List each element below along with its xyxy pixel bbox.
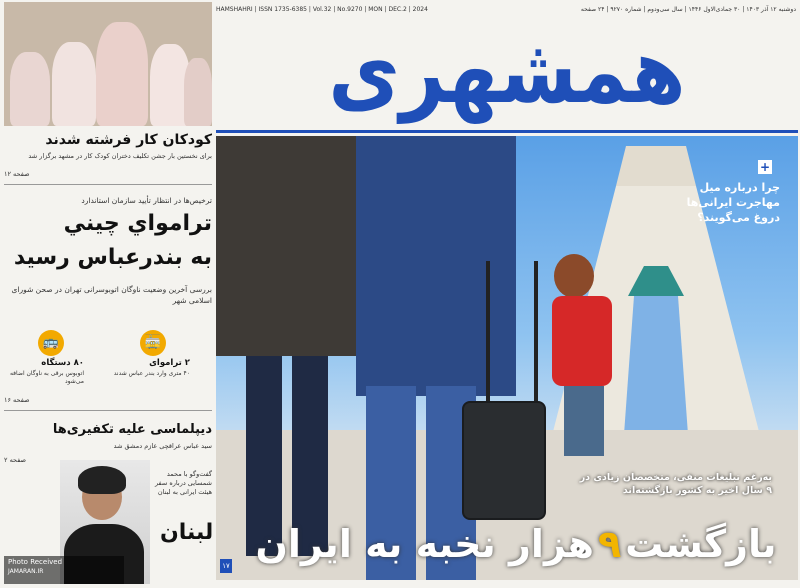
- issue-meta-strip: [216, 2, 796, 16]
- suitcase-handle: [534, 261, 538, 401]
- story2-page: صفحه ۱۶: [4, 396, 30, 404]
- watermark-line1: Photo Received: [8, 558, 63, 566]
- stat2-text: اتوبوس برقی به ناوگان اضافه می‌شود: [9, 370, 84, 385]
- story4-text: گفت‌وگو با محمد شمسایی درباره سفر هیئت ایرانی به لبنان: [154, 470, 212, 496]
- child-figure: [552, 296, 612, 386]
- bus-icon: 🚌: [38, 330, 64, 356]
- issue-meta-latin: HAMSHAHRI | ISSN 1735-6385 | Vol.32 | No.9270 | MON | DEC.2 | 2024: [216, 5, 428, 13]
- story2-text: بررسی آخرین وضعیت ناوگان اتوبوسرانی تهران در صحن شورای اسلامی شهر: [11, 285, 212, 305]
- story1-page: صفحه ۱۲: [4, 170, 30, 178]
- hero-page-number: ۱۷: [220, 559, 232, 573]
- story3-text: سید عباس عراقچی عازم دمشق شد: [113, 442, 212, 450]
- masthead: [216, 16, 798, 128]
- man-figure: [356, 136, 516, 396]
- divider: [4, 410, 212, 411]
- story2-kicker: ترخیص‌ها در انتظار تأیید سازمان استاندارد: [81, 196, 212, 205]
- story4-title[interactable]: لبنان: [160, 520, 214, 545]
- hero-subtitle: به‌رغم تبلیغات منفی، متخصصان زیادی در ۹ سال اخیر به کشور بازگشته‌اند: [579, 472, 772, 496]
- hero-headline-part-b: هزار نخبه به ایران: [255, 522, 594, 566]
- hero-headline[interactable]: [236, 514, 796, 574]
- stat1-value: ۲ تراموای: [149, 358, 190, 368]
- story2-title-line2[interactable]: به بندرعباس رسيد: [13, 245, 212, 270]
- suitcase: [462, 401, 546, 520]
- masthead-rule: [216, 130, 798, 133]
- story1-photo: [4, 2, 212, 126]
- story1-text: برای نخستین بار جشن تکلیف دختران کودک کار در مشهد برگزار شد: [28, 152, 212, 160]
- divider: [4, 184, 212, 185]
- child-head: [554, 254, 594, 298]
- woman-figure: [216, 136, 356, 356]
- story1-title[interactable]: کودکان کار فرشته شدند: [45, 132, 212, 148]
- child-leg: [564, 386, 604, 456]
- issue-meta-persian: دوشنبه ۱۲ آذر ۱۴۰۳ | ۳۰ جمادی‌الاول ۱۴۴۶ | سال سی‌ودوم | شماره ۹۲۷۰ | ۲۴ صفحه: [580, 5, 796, 13]
- watermark-line2: JAMARAN.IR: [8, 568, 44, 575]
- suitcase-handle: [486, 261, 490, 401]
- hero-headline-number: ۹: [597, 522, 622, 566]
- stat2-value: ۸۰ دستگاه: [41, 358, 84, 368]
- masthead-title: همشهری: [328, 20, 686, 124]
- stat1-text: ۴۰ متری وارد بندر عباس شدند: [113, 370, 190, 377]
- story3-page: صفحه ۲: [4, 456, 27, 464]
- photo-credit-watermark: [4, 556, 124, 584]
- story3-title[interactable]: دیپلماسی علیه تکفیری‌ها: [52, 422, 212, 437]
- hero-question[interactable]: چرا درباره میل مهاجرت ایرانی‌ها دروغ می‌گویند؟: [686, 181, 780, 224]
- hero-headline-part-a: بازگشت: [625, 522, 777, 566]
- story2-title-line1[interactable]: ترامواي چيني: [63, 211, 212, 236]
- plus-icon: +: [759, 160, 771, 174]
- tram-icon: 🚋: [140, 330, 166, 356]
- hero-photo: [216, 136, 798, 580]
